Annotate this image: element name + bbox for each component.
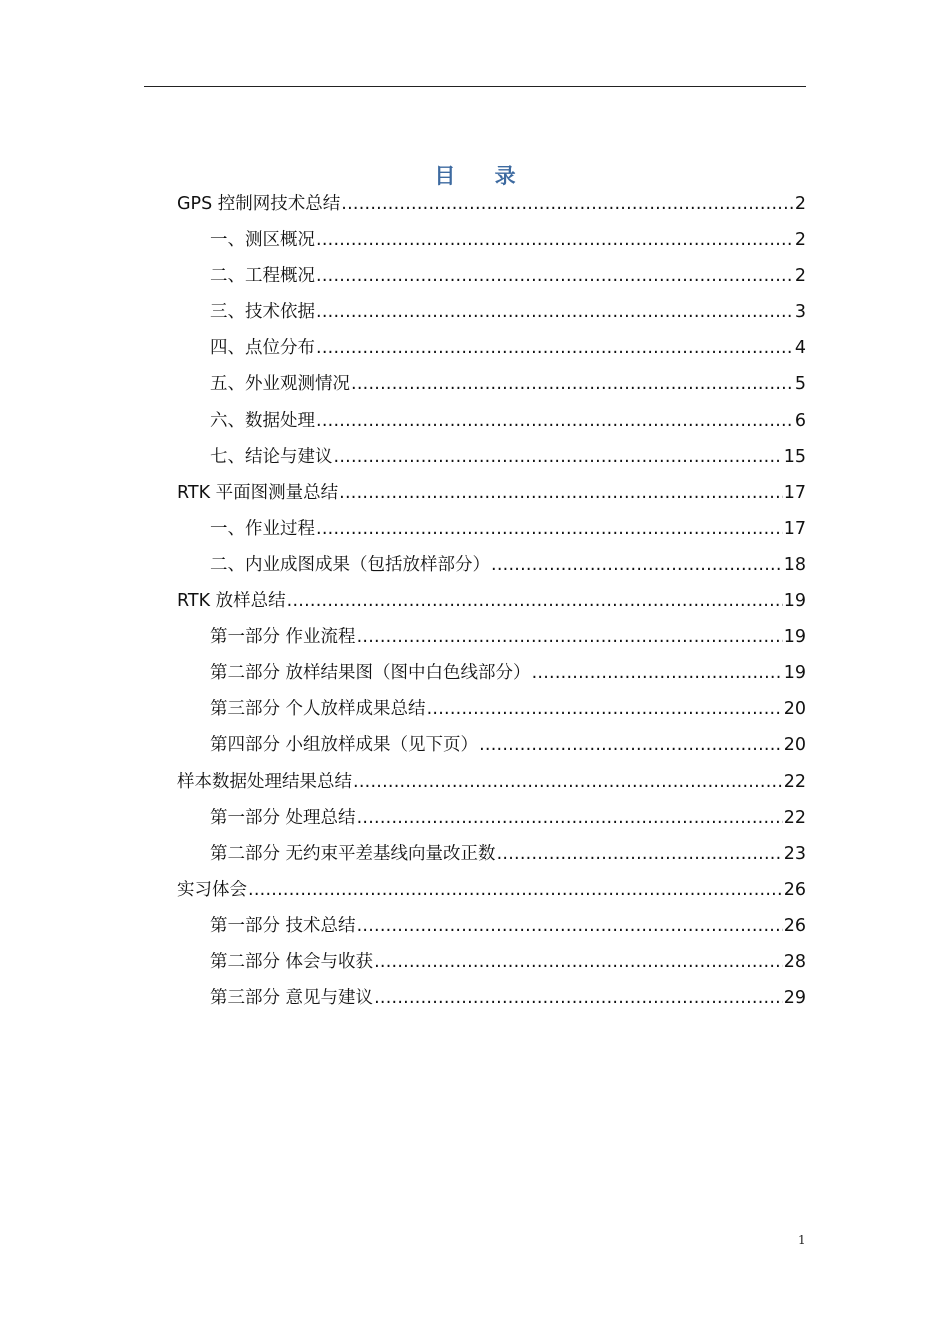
toc-entry-page: 29: [783, 988, 806, 1009]
toc-entry[interactable]: [177, 547, 806, 583]
toc-entry[interactable]: [177, 439, 806, 475]
toc-entry-label: 实习体会: [177, 879, 247, 900]
toc-entry[interactable]: [177, 836, 806, 872]
toc-entry[interactable]: [177, 330, 806, 366]
toc-entry[interactable]: [177, 475, 806, 511]
toc-leader-dots: [316, 330, 794, 366]
toc-entry[interactable]: [177, 655, 806, 691]
toc-entry-label: 七、结论与建议: [210, 446, 333, 467]
toc-entry-page: 5: [794, 374, 806, 395]
toc-leader-dots: [316, 258, 794, 294]
toc-entry-label: 第一部分 技术总结: [210, 915, 356, 936]
toc-entry-page: 2: [794, 230, 806, 251]
toc-entry-label: 第二部分 体会与收获: [210, 951, 374, 972]
toc-leader-dots: [374, 944, 783, 980]
toc-leader-dots: [357, 800, 783, 836]
toc-leader-dots: [532, 655, 783, 691]
toc-entry-page: 3: [794, 302, 806, 323]
toc-leader-dots: [316, 403, 794, 439]
toc-leader-dots: [316, 222, 794, 258]
toc-entry-label: 第一部分 处理总结: [210, 807, 356, 828]
toc-entry-page: 19: [783, 627, 806, 648]
page-number: 1: [798, 1233, 806, 1247]
toc-entry-label: 第二部分 放样结果图（图中白色线部分）: [210, 663, 531, 684]
toc-entry-label: 一、测区概况: [210, 230, 315, 251]
toc-title: 目 录: [434, 163, 532, 188]
toc-entry-page: 15: [783, 446, 806, 467]
toc-leader-dots: [353, 764, 783, 800]
toc-leader-dots: [357, 619, 783, 655]
toc-entry-page: 17: [783, 518, 806, 539]
toc-entry-page: 22: [783, 807, 806, 828]
toc-entry-page: 17: [783, 482, 806, 503]
toc-entry-label: 一、作业过程: [210, 518, 315, 539]
toc-leader-dots: [351, 366, 794, 402]
toc-entry-page: 26: [783, 915, 806, 936]
toc-leader-dots: [339, 475, 783, 511]
toc-entry-label: GPS 控制网技术总结: [177, 194, 341, 214]
toc-entry-label: 五、外业观测情况: [210, 374, 350, 395]
toc-list: [177, 186, 806, 1016]
toc-entry[interactable]: [177, 872, 806, 908]
toc-entry[interactable]: [177, 294, 806, 330]
toc-leader-dots: [357, 908, 783, 944]
toc-entry-page: 20: [783, 735, 806, 756]
toc-entry-page: 19: [783, 663, 806, 684]
toc-leader-dots: [287, 583, 783, 619]
toc-entry[interactable]: [177, 764, 806, 800]
toc-entry-label: 六、数据处理: [210, 410, 315, 431]
toc-entry[interactable]: [177, 908, 806, 944]
toc-entry-page: 23: [783, 843, 806, 864]
toc-leader-dots: [497, 836, 783, 872]
toc-entry-label: 第四部分 小组放样成果（见下页）: [210, 735, 479, 756]
toc-entry-label: 二、内业成图成果（包括放样部分）: [210, 554, 490, 575]
toc-entry-page: 19: [783, 591, 806, 612]
toc-entry-label: 二、工程概况: [210, 266, 315, 287]
toc-entry[interactable]: [177, 366, 806, 402]
toc-entry[interactable]: [177, 583, 806, 619]
toc-entry-label: 样本数据处理结果总结: [177, 771, 352, 792]
toc-entry[interactable]: [177, 258, 806, 294]
toc-entry-label: 第三部分 个人放样成果总结: [210, 699, 426, 720]
toc-entry[interactable]: [177, 980, 806, 1016]
toc-leader-dots: [427, 691, 783, 727]
toc-entry-label: 第三部分 意见与建议: [210, 988, 374, 1009]
toc-entry-page: 4: [794, 338, 806, 359]
toc-entry-label: 第一部分 作业流程: [210, 627, 356, 648]
toc-entry-label: 第二部分 无约束平差基线向量改正数: [210, 843, 496, 864]
toc-entry[interactable]: [177, 944, 806, 980]
toc-entry-label: 三、技术依据: [210, 302, 315, 323]
toc-entry[interactable]: [177, 619, 806, 655]
toc-entry-label: RTK 平面图测量总结: [177, 482, 339, 503]
toc-entry[interactable]: [177, 727, 806, 763]
toc-entry-label: 四、点位分布: [210, 338, 315, 359]
toc-leader-dots: [316, 294, 794, 330]
toc-entry[interactable]: [177, 403, 806, 439]
header-rule: [144, 86, 806, 87]
toc-leader-dots: [334, 439, 783, 475]
toc-leader-dots: [341, 186, 794, 222]
toc-entry[interactable]: [177, 691, 806, 727]
toc-entry-page: 2: [794, 266, 806, 287]
toc-entry[interactable]: [177, 800, 806, 836]
toc-entry[interactable]: [177, 222, 806, 258]
toc-leader-dots: [248, 872, 783, 908]
toc-entry[interactable]: [177, 511, 806, 547]
toc-entry-page: 2: [794, 194, 806, 214]
toc-leader-dots: [374, 980, 783, 1016]
toc-entry-page: 22: [783, 771, 806, 792]
toc-leader-dots: [479, 727, 783, 763]
toc-entry-page: 18: [783, 554, 806, 575]
toc-entry-page: 20: [783, 699, 806, 720]
toc-entry-page: 6: [794, 410, 806, 431]
toc-leader-dots: [316, 511, 783, 547]
toc-entry-page: 26: [783, 879, 806, 900]
toc-entry-label: RTK 放样总结: [177, 591, 286, 612]
toc-entry-page: 28: [783, 951, 806, 972]
toc-entry[interactable]: [177, 186, 806, 222]
toc-leader-dots: [491, 547, 783, 583]
